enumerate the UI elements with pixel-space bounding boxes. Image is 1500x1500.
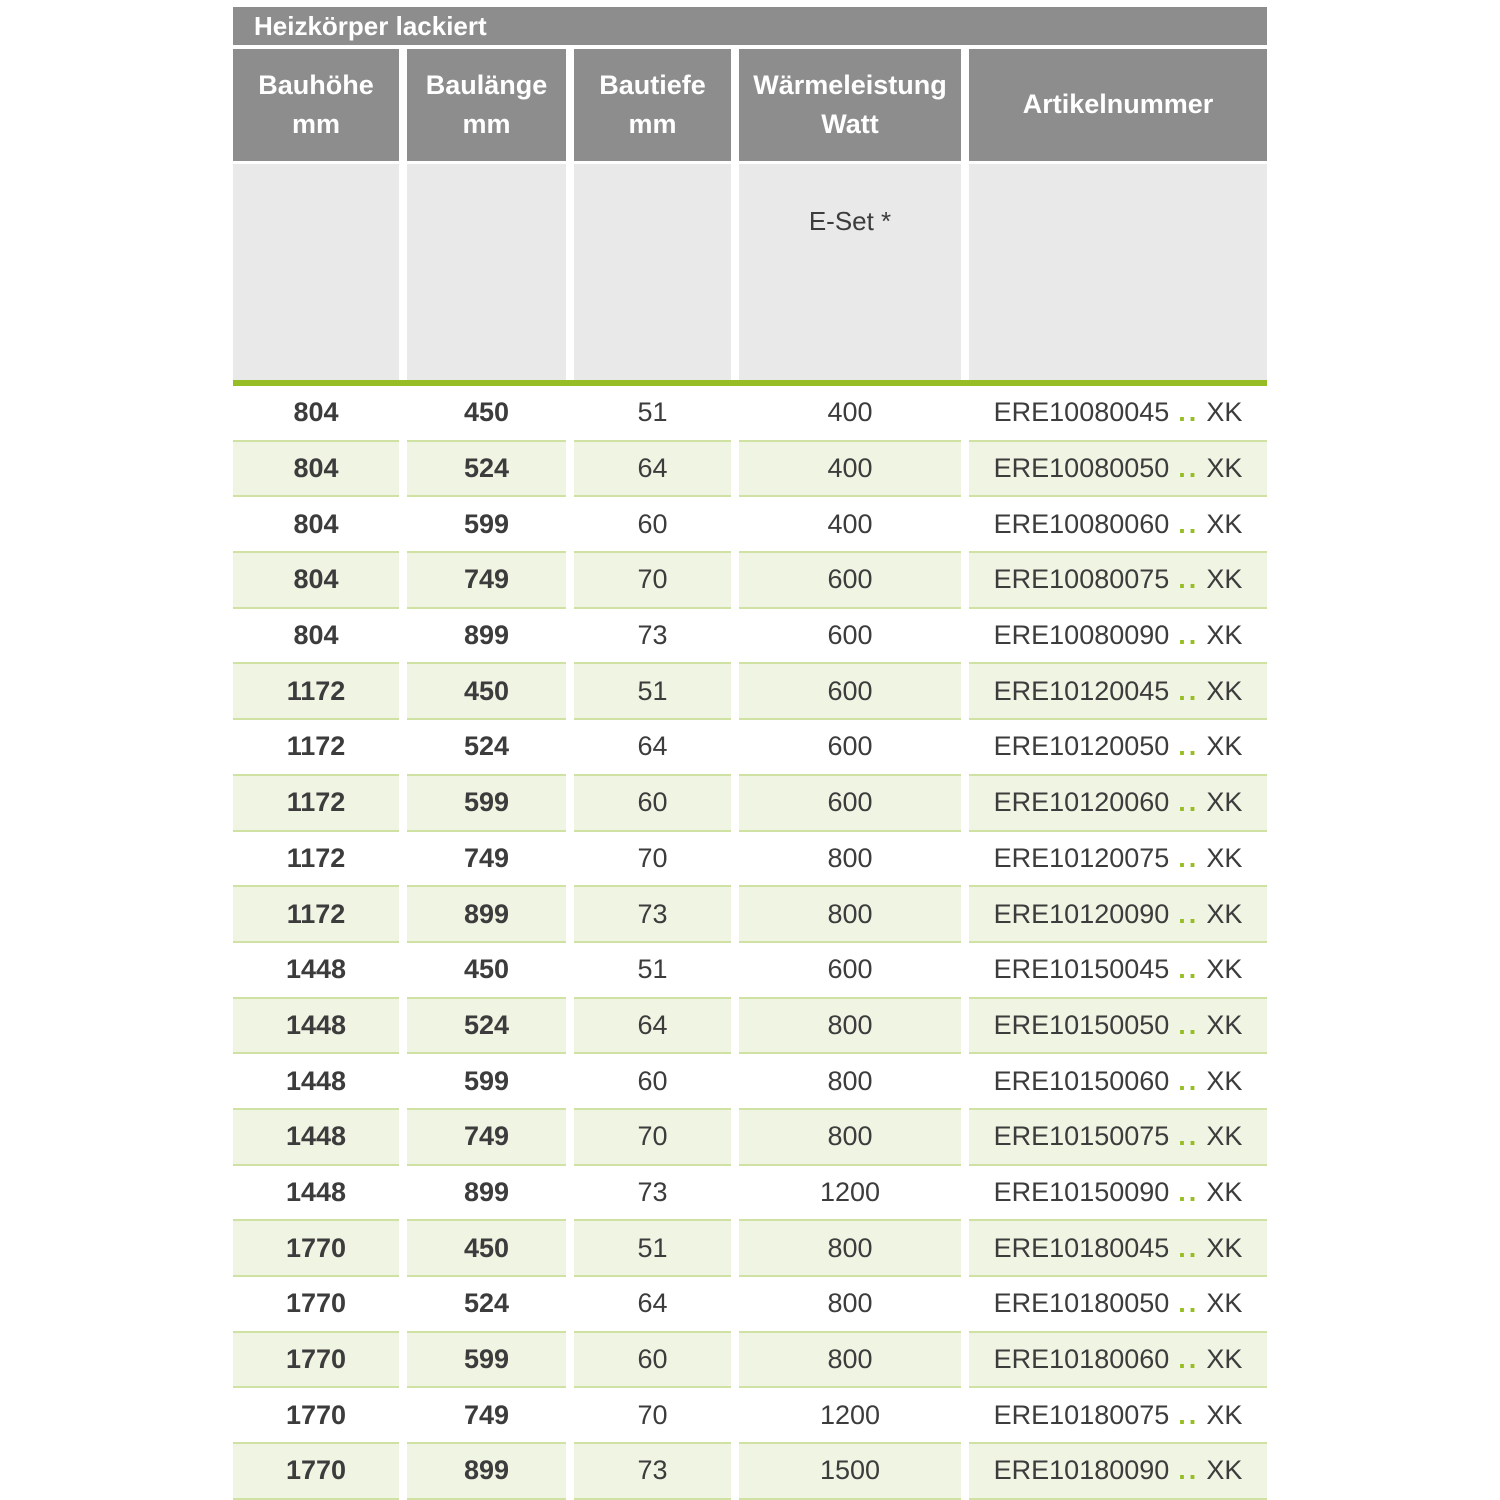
- table-row: [233, 1277, 1267, 1333]
- cell-waermeleistung: 600: [739, 776, 961, 832]
- cell-waermeleistung: 400: [739, 442, 961, 498]
- table-row: [233, 1166, 1267, 1222]
- cell-bauhoehe: 804: [233, 442, 399, 498]
- col-header-label: Bauhöhe: [258, 69, 374, 100]
- cell-baulaenge: 450: [407, 664, 566, 720]
- cell-baulaenge: 599: [407, 1333, 566, 1389]
- cell-bautiefe: 70: [574, 1110, 731, 1166]
- cell-baulaenge: 450: [407, 943, 566, 999]
- cell-waermeleistung: 600: [739, 609, 961, 665]
- table-row: [233, 1110, 1267, 1166]
- cell-bauhoehe: 1448: [233, 1054, 399, 1110]
- artikel-placeholder-dots: ..: [1178, 1232, 1200, 1263]
- cell-waermeleistung: 800: [739, 999, 961, 1055]
- artikel-number: ERE10080060: [993, 508, 1170, 539]
- cell-artikelnummer: [969, 442, 1267, 498]
- cell-waermeleistung: 600: [739, 943, 961, 999]
- cell-bautiefe: 73: [574, 1444, 731, 1500]
- cell-baulaenge: 599: [407, 1054, 566, 1110]
- col-header-artikelnummer: [969, 49, 1267, 161]
- table-row: [233, 1333, 1267, 1389]
- cell-bautiefe: 70: [574, 553, 731, 609]
- cell-waermeleistung: 1200: [739, 1388, 961, 1444]
- col-header-label: Artikelnummer: [1022, 89, 1214, 120]
- artikel-placeholder-dots: ..: [1178, 675, 1200, 706]
- cell-bautiefe: 60: [574, 1333, 731, 1389]
- cell-bauhoehe: 1172: [233, 776, 399, 832]
- col-header-waermeleistung: [739, 49, 961, 161]
- artikel-placeholder-dots: ..: [1178, 1455, 1200, 1486]
- artikel-number: ERE10150090: [993, 1176, 1170, 1207]
- cell-bauhoehe: 1172: [233, 887, 399, 943]
- cell-bautiefe: 64: [574, 442, 731, 498]
- cell-baulaenge: 749: [407, 1110, 566, 1166]
- cell-baulaenge: 899: [407, 1444, 566, 1500]
- artikel-number: ERE10080075: [993, 564, 1170, 595]
- artikel-number: ERE10180045: [993, 1232, 1170, 1263]
- artikel-number: ERE10120090: [993, 898, 1170, 929]
- artikel-number: ERE10180060: [993, 1344, 1170, 1375]
- artikel-placeholder-dots: ..: [1178, 1344, 1200, 1375]
- cell-waermeleistung: 600: [739, 664, 961, 720]
- cell-waermeleistung: 600: [739, 553, 961, 609]
- cell-waermeleistung: 800: [739, 1054, 961, 1110]
- table-row: [233, 999, 1267, 1055]
- cell-waermeleistung: 800: [739, 887, 961, 943]
- cell-bautiefe: 60: [574, 1054, 731, 1110]
- artikel-suffix: XK: [1206, 1121, 1243, 1152]
- col-header-unit: mm: [291, 109, 340, 139]
- cell-bauhoehe: 1172: [233, 720, 399, 776]
- table-row: [233, 1221, 1267, 1277]
- cell-bautiefe: 51: [574, 664, 731, 720]
- cell-artikelnummer: [969, 386, 1267, 442]
- cell-artikelnummer: [969, 1444, 1267, 1500]
- cell-baulaenge: 524: [407, 442, 566, 498]
- artikel-suffix: XK: [1206, 564, 1243, 595]
- cell-bautiefe: 73: [574, 609, 731, 665]
- subheader-cell-eset: [739, 164, 961, 380]
- cell-bautiefe: 73: [574, 1166, 731, 1222]
- table-row: [233, 1444, 1267, 1500]
- artikel-suffix: XK: [1206, 1232, 1243, 1263]
- table-row: [233, 497, 1267, 553]
- cell-bauhoehe: 804: [233, 609, 399, 665]
- table-row: [233, 609, 1267, 665]
- col-header-label: Baulänge: [425, 69, 548, 100]
- artikel-placeholder-dots: ..: [1178, 787, 1200, 818]
- artikel-suffix: XK: [1206, 1455, 1243, 1486]
- cell-waermeleistung: 800: [739, 832, 961, 888]
- cell-bauhoehe: 1172: [233, 832, 399, 888]
- table-row: [233, 943, 1267, 999]
- artikel-suffix: XK: [1206, 1176, 1243, 1207]
- cell-artikelnummer: [969, 497, 1267, 553]
- cell-bauhoehe: 1770: [233, 1388, 399, 1444]
- artikel-suffix: XK: [1206, 508, 1243, 539]
- table-row: [233, 832, 1267, 888]
- cell-bautiefe: 60: [574, 776, 731, 832]
- artikel-suffix: XK: [1206, 675, 1243, 706]
- cell-bautiefe: 60: [574, 497, 731, 553]
- artikel-placeholder-dots: ..: [1178, 1399, 1200, 1430]
- artikel-suffix: XK: [1206, 1399, 1243, 1430]
- artikel-number: ERE10180050: [993, 1288, 1170, 1319]
- eset-label: E-Set *: [808, 206, 892, 236]
- artikel-placeholder-dots: ..: [1178, 1288, 1200, 1319]
- artikel-placeholder-dots: ..: [1178, 1009, 1200, 1040]
- cell-baulaenge: 524: [407, 1277, 566, 1333]
- cell-bauhoehe: 1448: [233, 999, 399, 1055]
- artikel-suffix: XK: [1206, 898, 1243, 929]
- cell-baulaenge: 524: [407, 720, 566, 776]
- radiator-spec-table: [233, 7, 1267, 1500]
- cell-artikelnummer: [969, 720, 1267, 776]
- artikel-suffix: XK: [1206, 1009, 1243, 1040]
- subheader-row: [233, 164, 1267, 380]
- cell-waermeleistung: 400: [739, 497, 961, 553]
- artikel-suffix: XK: [1206, 1065, 1243, 1096]
- artikel-number: ERE10150075: [993, 1121, 1170, 1152]
- cell-bautiefe: 64: [574, 720, 731, 776]
- subheader-cell-baulaenge: [407, 164, 566, 380]
- artikel-suffix: XK: [1206, 1344, 1243, 1375]
- cell-bautiefe: 70: [574, 832, 731, 888]
- artikel-placeholder-dots: ..: [1178, 620, 1200, 651]
- cell-bauhoehe: 1448: [233, 943, 399, 999]
- artikel-suffix: XK: [1206, 620, 1243, 651]
- cell-waermeleistung: 1500: [739, 1444, 961, 1500]
- cell-artikelnummer: [969, 832, 1267, 888]
- artikel-placeholder-dots: ..: [1178, 954, 1200, 985]
- col-header-bautiefe: [574, 49, 731, 161]
- cell-bauhoehe: 1172: [233, 664, 399, 720]
- cell-artikelnummer: [969, 1277, 1267, 1333]
- artikel-suffix: XK: [1206, 787, 1243, 818]
- artikel-number: ERE10150050: [993, 1009, 1170, 1040]
- cell-artikelnummer: [969, 776, 1267, 832]
- cell-artikelnummer: [969, 1388, 1267, 1444]
- cell-artikelnummer: [969, 609, 1267, 665]
- cell-artikelnummer: [969, 887, 1267, 943]
- cell-artikelnummer: [969, 943, 1267, 999]
- subheader-cell-bautiefe: [574, 164, 731, 380]
- artikel-placeholder-dots: ..: [1178, 397, 1200, 428]
- cell-waermeleistung: 800: [739, 1110, 961, 1166]
- cell-baulaenge: 749: [407, 1388, 566, 1444]
- column-header-row: [233, 49, 1267, 161]
- cell-baulaenge: 599: [407, 776, 566, 832]
- cell-bauhoehe: 804: [233, 386, 399, 442]
- artikel-number: ERE10080050: [993, 453, 1170, 484]
- artikel-number: ERE10080090: [993, 620, 1170, 651]
- subheader-cell-bauhoehe: [233, 164, 399, 380]
- cell-bautiefe: 64: [574, 1277, 731, 1333]
- artikel-suffix: XK: [1206, 954, 1243, 985]
- cell-waermeleistung: 800: [739, 1221, 961, 1277]
- cell-baulaenge: 599: [407, 497, 566, 553]
- artikel-placeholder-dots: ..: [1178, 1065, 1200, 1096]
- cell-waermeleistung: 800: [739, 1277, 961, 1333]
- artikel-placeholder-dots: ..: [1178, 508, 1200, 539]
- artikel-placeholder-dots: ..: [1178, 1121, 1200, 1152]
- cell-waermeleistung: 1200: [739, 1166, 961, 1222]
- artikel-placeholder-dots: ..: [1178, 731, 1200, 762]
- cell-bauhoehe: 804: [233, 497, 399, 553]
- artikel-placeholder-dots: ..: [1178, 842, 1200, 873]
- cell-bauhoehe: 1448: [233, 1166, 399, 1222]
- cell-artikelnummer: [969, 1110, 1267, 1166]
- col-header-bauhoehe: [233, 49, 399, 161]
- artikel-number: ERE10080045: [993, 397, 1170, 428]
- artikel-placeholder-dots: ..: [1178, 898, 1200, 929]
- subheader-cell-artikelnummer: [969, 164, 1267, 380]
- cell-artikelnummer: [969, 1166, 1267, 1222]
- artikel-placeholder-dots: ..: [1178, 453, 1200, 484]
- artikel-number: ERE10120060: [993, 787, 1170, 818]
- col-header-label: Bautiefe: [599, 69, 706, 100]
- artikel-placeholder-dots: ..: [1178, 564, 1200, 595]
- cell-waermeleistung: 600: [739, 720, 961, 776]
- cell-bautiefe: 70: [574, 1388, 731, 1444]
- cell-bauhoehe: 804: [233, 553, 399, 609]
- cell-bautiefe: 51: [574, 386, 731, 442]
- cell-artikelnummer: [969, 553, 1267, 609]
- cell-baulaenge: 450: [407, 1221, 566, 1277]
- cell-baulaenge: 899: [407, 1166, 566, 1222]
- artikel-suffix: XK: [1206, 842, 1243, 873]
- table-row: [233, 887, 1267, 943]
- cell-artikelnummer: [969, 999, 1267, 1055]
- col-header-label: Wärmeleistung: [753, 69, 947, 100]
- cell-bautiefe: 51: [574, 943, 731, 999]
- table-body: [233, 386, 1267, 1500]
- col-header-unit: mm: [462, 109, 511, 139]
- cell-baulaenge: 749: [407, 553, 566, 609]
- artikel-suffix: XK: [1206, 1288, 1243, 1319]
- table-row: [233, 553, 1267, 609]
- cell-artikelnummer: [969, 1054, 1267, 1110]
- cell-bauhoehe: 1770: [233, 1221, 399, 1277]
- cell-waermeleistung: 400: [739, 386, 961, 442]
- artikel-number: ERE10120050: [993, 731, 1170, 762]
- cell-artikelnummer: [969, 664, 1267, 720]
- artikel-number: ERE10180090: [993, 1455, 1170, 1486]
- artikel-number: ERE10120075: [993, 842, 1170, 873]
- artikel-suffix: XK: [1206, 397, 1243, 428]
- cell-baulaenge: 899: [407, 887, 566, 943]
- cell-bauhoehe: 1770: [233, 1444, 399, 1500]
- table-row: [233, 1388, 1267, 1444]
- cell-bauhoehe: 1770: [233, 1277, 399, 1333]
- cell-bautiefe: 73: [574, 887, 731, 943]
- artikel-suffix: XK: [1206, 453, 1243, 484]
- col-header-unit: Watt: [821, 109, 879, 139]
- cell-artikelnummer: [969, 1333, 1267, 1389]
- table-row: [233, 442, 1267, 498]
- artikel-suffix: XK: [1206, 731, 1243, 762]
- cell-baulaenge: 899: [407, 609, 566, 665]
- table-row: [233, 664, 1267, 720]
- artikel-number: ERE10180075: [993, 1399, 1170, 1430]
- cell-baulaenge: 450: [407, 386, 566, 442]
- col-header-unit: mm: [628, 109, 677, 139]
- cell-baulaenge: 749: [407, 832, 566, 888]
- table-row: [233, 1054, 1267, 1110]
- artikel-number: ERE10120045: [993, 675, 1170, 706]
- cell-bautiefe: 51: [574, 1221, 731, 1277]
- artikel-placeholder-dots: ..: [1178, 1176, 1200, 1207]
- table-row: [233, 720, 1267, 776]
- cell-artikelnummer: [969, 1221, 1267, 1277]
- artikel-number: ERE10150060: [993, 1065, 1170, 1096]
- table-row: [233, 386, 1267, 442]
- cell-bauhoehe: 1448: [233, 1110, 399, 1166]
- cell-waermeleistung: 800: [739, 1333, 961, 1389]
- table-row: [233, 776, 1267, 832]
- artikel-number: ERE10150045: [993, 954, 1170, 985]
- cell-baulaenge: 524: [407, 999, 566, 1055]
- cell-bautiefe: 64: [574, 999, 731, 1055]
- col-header-baulaenge: [407, 49, 566, 161]
- table-title: Heizkörper lackiert: [233, 7, 1267, 45]
- cell-bauhoehe: 1770: [233, 1333, 399, 1389]
